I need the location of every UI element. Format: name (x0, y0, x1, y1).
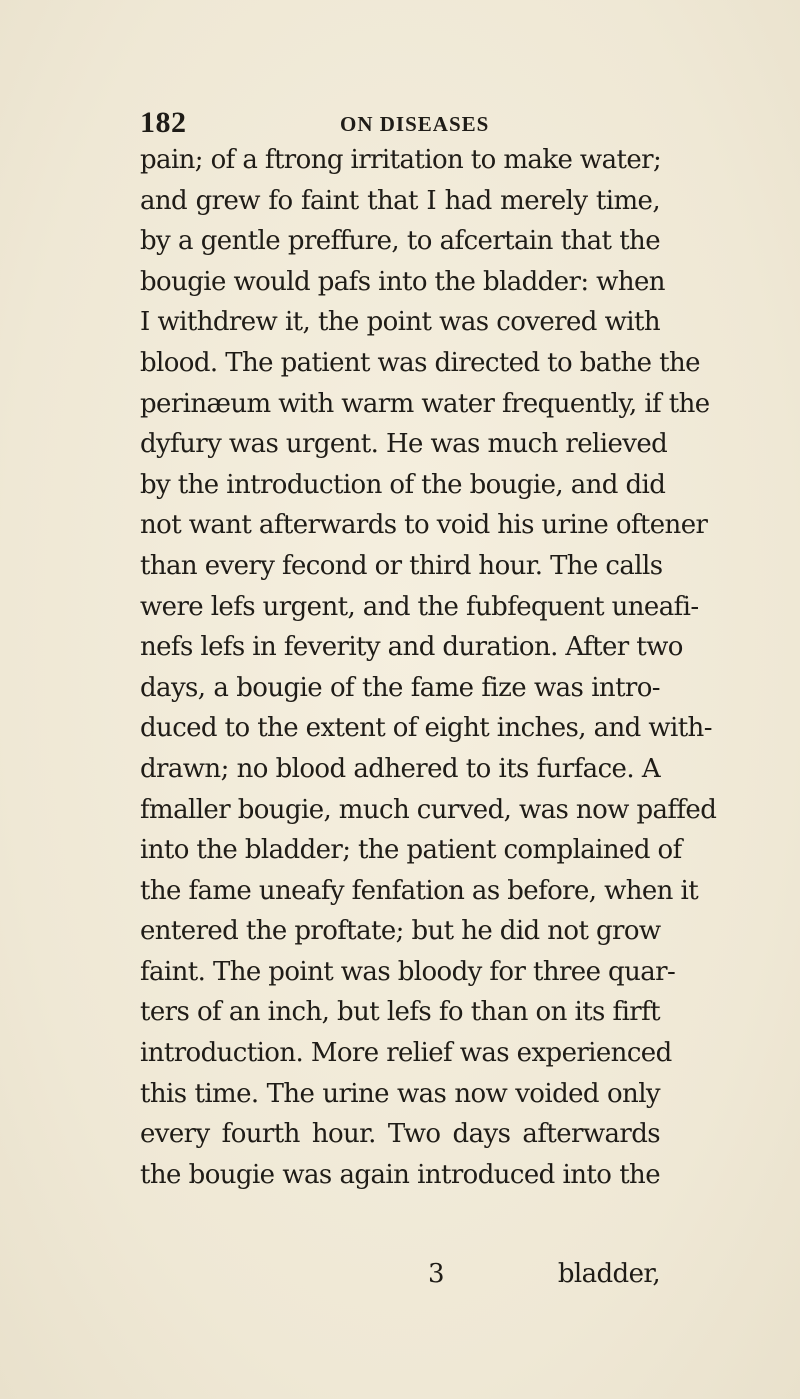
text-line: perinæum with warm water frequently, if the (140, 388, 710, 419)
page-header (140, 100, 660, 140)
text-line: than every fecond or third hour. The calls (140, 550, 663, 581)
signature-mark: 3 (428, 1259, 445, 1289)
page-footer (140, 1254, 660, 1294)
text-line: ters of an inch, but lefs fo than on its firft (140, 997, 660, 1028)
text-line: duced to the extent of eight inches, and with- (140, 713, 712, 744)
text-line: bougie would pafs into the bladder: when (140, 266, 665, 297)
text-line: every fourth hour. Two days afterwards (140, 1119, 660, 1150)
text-line: drawn; no blood adhered to its furface. A (140, 753, 660, 784)
text-line: the fame uneafy fenfation as before, when it (140, 875, 699, 906)
text-line: introduction. More relief was experienced (140, 1038, 672, 1069)
text-line: days, a bougie of the fame fize was intro- (140, 672, 660, 703)
text-line: the bougie was again introduced into the (140, 1159, 660, 1190)
text-line: by a gentle preffure, to afcertain that the (140, 226, 660, 257)
text-line: fmaller bougie, much curved, was now paffed (140, 794, 717, 825)
page-number: 182 (140, 106, 187, 139)
text-line: dyfury was urgent. He was much relieved (140, 429, 668, 460)
text-line: I withdrew it, the point was covered with (140, 307, 660, 338)
text-line: were lefs urgent, and the fubfequent uneafi- (140, 591, 699, 622)
text-line: into the bladder; the patient complained of (140, 835, 682, 866)
text-line: this time. The urine was now voided only (140, 1078, 660, 1109)
text-line: faint. The point was bloody for three quar- (140, 956, 676, 987)
text-line: not want afterwards to void his urine oftener (140, 510, 708, 541)
running-head: ON DISEASES (340, 112, 490, 136)
text-line: blood. The patient was directed to bathe the (140, 347, 700, 378)
text-line: entered the proftate; but he did not grow (140, 916, 661, 947)
text-line: pain; of a ftrong irritation to make water; (140, 145, 662, 175)
body-text (140, 140, 717, 1195)
text-line: and grew fo faint that I had merely time, (140, 185, 660, 216)
text-line: by the introduction of the bougie, and did (140, 469, 666, 500)
catchword: bladder, (557, 1259, 660, 1289)
text-line: nefs lefs in feverity and duration. After two (140, 632, 683, 663)
